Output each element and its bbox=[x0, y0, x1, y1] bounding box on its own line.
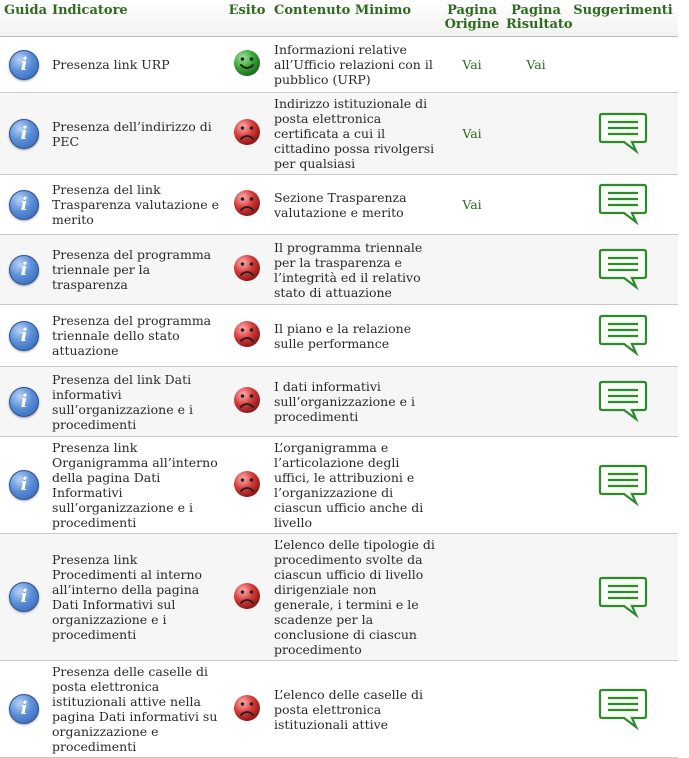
pagina-origine-link[interactable]: Vai bbox=[462, 197, 482, 212]
suggestion-bubble-icon[interactable] bbox=[598, 462, 648, 506]
info-icon[interactable]: i bbox=[9, 190, 39, 220]
table-row bbox=[0, 305, 678, 367]
pagina-risultato-cell bbox=[504, 534, 568, 661]
indicatore-cell bbox=[48, 661, 224, 758]
pagina-origine-cell bbox=[440, 93, 504, 175]
suggerimenti-cell bbox=[568, 235, 678, 305]
pagina-origine-cell bbox=[440, 367, 504, 437]
smiley-sad-icon bbox=[232, 693, 262, 723]
contenuto-text: L’elenco delle tipologie di procedimento svolte da ciascun ufficio di livello dirigenziale non generale, i termini e le scadenze per la conclusione di ciascun procedimento bbox=[274, 537, 435, 657]
pagina-origine-cell bbox=[440, 235, 504, 305]
pagina-risultato-cell bbox=[504, 175, 568, 235]
indicatore-cell bbox=[48, 437, 224, 534]
indicatore-text: Presenza del link Dati informativi sull’organizzazione e i procedimenti bbox=[52, 371, 193, 432]
pagina-origine-cell bbox=[440, 175, 504, 235]
smiley-sad-icon bbox=[232, 117, 262, 147]
esito-cell bbox=[224, 235, 270, 305]
smiley-sad-icon bbox=[232, 581, 262, 611]
indicatore-cell bbox=[48, 175, 224, 235]
esito-cell bbox=[224, 534, 270, 661]
suggerimenti-cell bbox=[568, 661, 678, 758]
esito-cell bbox=[224, 661, 270, 758]
guida-cell bbox=[0, 305, 48, 367]
contenuto-cell bbox=[270, 37, 440, 93]
esito-cell bbox=[224, 305, 270, 367]
contenuto-cell bbox=[270, 235, 440, 305]
info-icon[interactable]: i bbox=[9, 321, 39, 351]
smiley-sad-icon bbox=[232, 469, 262, 499]
indicatore-text: Presenza delle caselle di posta elettronica istituzionali attive nella pagina Dati informativi su organizzazione e procedimenti bbox=[52, 664, 218, 754]
esito-cell bbox=[224, 175, 270, 235]
smiley-sad-icon bbox=[232, 188, 262, 218]
suggestion-bubble-icon[interactable] bbox=[598, 181, 648, 225]
pagina-risultato-cell bbox=[504, 235, 568, 305]
header-indicatore: Indicatore bbox=[48, 0, 224, 37]
info-icon[interactable]: i bbox=[9, 255, 39, 285]
esito-cell bbox=[224, 37, 270, 93]
indicatore-text: Presenza link Organigramma all’interno della pagina Dati Informativi sull’organizzazione e i procedimenti bbox=[52, 440, 218, 530]
pagina-risultato-cell bbox=[504, 37, 568, 93]
pagina-origine-cell bbox=[440, 661, 504, 758]
suggestion-bubble-icon[interactable] bbox=[598, 312, 648, 356]
indicatore-text: Presenza del programma triennale dello stato attuazione bbox=[52, 313, 212, 358]
info-icon[interactable]: i bbox=[9, 694, 39, 724]
suggestion-bubble-icon[interactable] bbox=[598, 110, 648, 154]
suggerimenti-cell bbox=[568, 175, 678, 235]
suggerimenti-cell bbox=[568, 305, 678, 367]
smiley-sad-icon bbox=[232, 253, 262, 283]
indicatore-cell bbox=[48, 305, 224, 367]
table-row bbox=[0, 437, 678, 534]
info-icon[interactable]: i bbox=[9, 470, 39, 500]
suggerimenti-cell bbox=[568, 437, 678, 534]
header-suggerimenti: Suggerimenti bbox=[568, 0, 678, 37]
pagina-risultato-cell bbox=[504, 93, 568, 175]
indicatore-cell bbox=[48, 534, 224, 661]
smiley-sad-icon bbox=[232, 319, 262, 349]
suggestion-bubble-icon[interactable] bbox=[598, 378, 648, 422]
info-icon[interactable]: i bbox=[9, 582, 39, 612]
info-icon[interactable]: i bbox=[9, 119, 39, 149]
pagina-origine-cell bbox=[440, 534, 504, 661]
suggerimenti-cell bbox=[568, 534, 678, 661]
header-pagina-origine: Pagina Origine bbox=[440, 0, 504, 37]
indicatore-cell bbox=[48, 367, 224, 437]
indicatore-cell bbox=[48, 37, 224, 93]
info-icon[interactable]: i bbox=[9, 50, 39, 80]
pagina-origine-link[interactable]: Vai bbox=[462, 126, 482, 141]
contenuto-text: Informazioni relative all’Ufficio relazioni con il pubblico (URP) bbox=[274, 42, 433, 87]
esito-cell bbox=[224, 367, 270, 437]
guida-cell bbox=[0, 235, 48, 305]
suggerimenti-cell bbox=[568, 367, 678, 437]
indicatore-text: Presenza del programma triennale per la trasparenza bbox=[52, 247, 212, 292]
table-row bbox=[0, 661, 678, 758]
table-row bbox=[0, 367, 678, 437]
contenuto-cell bbox=[270, 534, 440, 661]
pagina-risultato-cell bbox=[504, 437, 568, 534]
suggestion-bubble-icon[interactable] bbox=[598, 574, 648, 618]
contenuto-cell bbox=[270, 305, 440, 367]
header-pagina-risultato: Pagina Risultato bbox=[504, 0, 568, 37]
contenuto-cell bbox=[270, 175, 440, 235]
table-row bbox=[0, 235, 678, 305]
header-contenuto: Contenuto Minimo bbox=[270, 0, 440, 37]
header-esito: Esito bbox=[224, 0, 270, 37]
pagina-risultato-cell bbox=[504, 305, 568, 367]
contenuto-cell bbox=[270, 437, 440, 534]
suggerimenti-cell bbox=[568, 93, 678, 175]
indicatore-cell bbox=[48, 235, 224, 305]
pagina-risultato-cell bbox=[504, 367, 568, 437]
contenuto-text: L’elenco delle caselle di posta elettronica istituzionali attive bbox=[274, 686, 424, 732]
contenuto-cell bbox=[270, 367, 440, 437]
suggestion-bubble-icon[interactable] bbox=[598, 686, 648, 730]
guida-cell bbox=[0, 437, 48, 534]
table-row bbox=[0, 37, 678, 93]
pagina-risultato-link[interactable]: Vai bbox=[526, 57, 546, 72]
indicatore-cell bbox=[48, 93, 224, 175]
guida-cell bbox=[0, 534, 48, 661]
info-icon[interactable]: i bbox=[9, 387, 39, 417]
indicatore-text: Presenza dell’indirizzo di PEC bbox=[52, 118, 212, 149]
header-guida: Guida bbox=[0, 0, 48, 37]
contenuto-text: Indirizzo istituzionale di posta elettronica certificata a cui il cittadino possa rivolgersi per qualsiasi bbox=[274, 96, 435, 171]
table-row bbox=[0, 175, 678, 235]
esito-cell bbox=[224, 437, 270, 534]
contenuto-text: I dati informativi sull’organizzazione e i procedimenti bbox=[274, 379, 415, 424]
indicatore-text: Presenza del link Trasparenza valutazione e merito bbox=[52, 182, 220, 227]
contenuto-cell bbox=[270, 93, 440, 175]
guida-cell bbox=[0, 661, 48, 758]
table-row bbox=[0, 534, 678, 661]
smiley-happy-icon bbox=[232, 48, 262, 78]
contenuto-text: Il piano e la relazione sulle performance bbox=[274, 320, 412, 351]
suggerimenti-cell bbox=[568, 37, 678, 93]
guida-cell bbox=[0, 175, 48, 235]
indicatore-text: Presenza link Procedimenti al interno all’interno della pagina Dati Informativi sul organizzazione e i procedimenti bbox=[52, 552, 203, 642]
guida-cell bbox=[0, 93, 48, 175]
header-row bbox=[0, 0, 678, 37]
contenuto-cell bbox=[270, 661, 440, 758]
indicatore-text: Presenza link URP bbox=[52, 57, 170, 72]
guida-cell bbox=[0, 367, 48, 437]
contenuto-text: L’organigramma e l’articolazione degli uffici, le attribuzioni e l’organizzazione di ciascun ufficio anche di livello bbox=[274, 440, 424, 530]
smiley-sad-icon bbox=[232, 385, 262, 415]
pagina-origine-cell bbox=[440, 37, 504, 93]
pagina-origine-link[interactable]: Vai bbox=[462, 57, 482, 72]
guida-cell bbox=[0, 37, 48, 93]
pagina-risultato-cell bbox=[504, 661, 568, 758]
contenuto-text: Sezione Trasparenza valutazione e merito bbox=[274, 189, 407, 220]
esito-cell bbox=[224, 93, 270, 175]
contenuto-text: Il programma triennale per la trasparenza e l’integrità ed il relativo stato di attuazione bbox=[274, 239, 423, 300]
table-row bbox=[0, 93, 678, 175]
suggestion-bubble-icon[interactable] bbox=[598, 246, 648, 290]
pagina-origine-cell bbox=[440, 305, 504, 367]
pagina-origine-cell bbox=[440, 437, 504, 534]
